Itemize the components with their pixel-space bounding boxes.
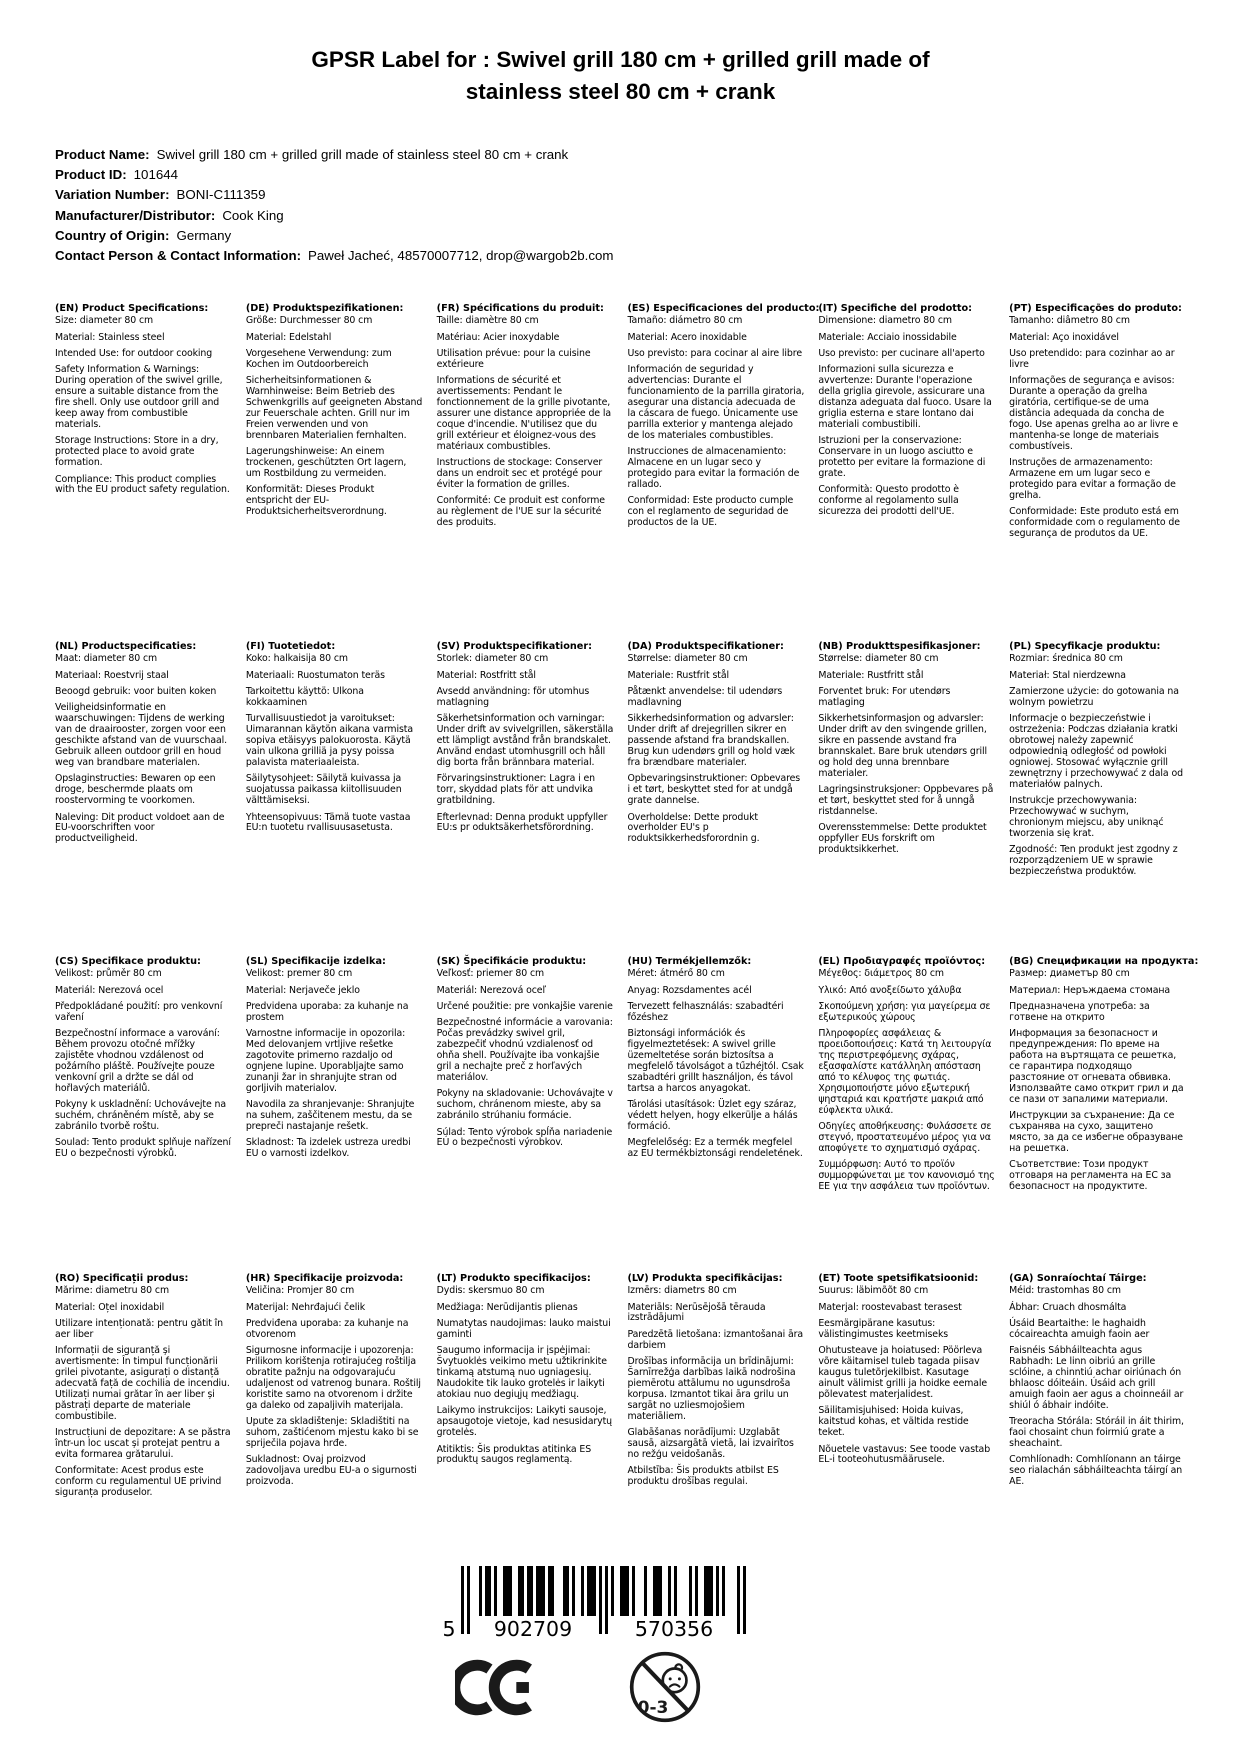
lang-block-sv <box>437 641 614 956</box>
lang-block-sl <box>246 956 423 1273</box>
spec-paragraph: Predviđena uporaba: za kuhanje na otvorenom <box>245 1317 409 1340</box>
lang-block-ro <box>55 1273 232 1505</box>
spec-paragraph: Overholdelse: Dette produkt overholder EU's p roduktsikkerhedsforordnin g. <box>627 811 760 845</box>
spec-paragraph: Glabāšanas norādījumi: Uzglabāt sausā, aizsargātā vietā, lai izvairītos no režģu veidošanās. <box>627 1427 794 1460</box>
spec-header: (PL) Specyfikacje produktu: <box>1009 641 1161 652</box>
lang-block-it <box>818 303 995 641</box>
spec-paragraph: Predvidena uporaba: za kuhanje na prostem <box>245 1000 409 1023</box>
spec-paragraph: Velikost: průměr 80 cm <box>55 968 162 980</box>
spec-body <box>818 654 995 856</box>
lang-block-lt <box>437 1273 614 1505</box>
spec-paragraph: Materiał: Stal nierdzewna <box>1009 669 1126 681</box>
age-warning-0-3-icon <box>628 1650 702 1724</box>
lang-block-da <box>627 641 804 956</box>
spec-paragraph: Conformidade: Este produto está em conformidade com o regulamento de segurança de produtos da UE. <box>1009 506 1180 540</box>
spec-header: (LT) Produkto specifikacijos: <box>436 1273 591 1284</box>
lang-block-pl <box>1009 641 1186 956</box>
spec-paragraph: Veiligheidsinformatie en waarschuwingen: Tijdens de werking van de draairooster, zorgen voor een geschikte afstand van de vuurschaal. Gebruik alleen outdoor grill en houd weg van brandbare materialen. <box>55 702 228 768</box>
lang-block-et <box>818 1273 995 1505</box>
spec-paragraph: Súlad: Tento výrobok spĺňa nariadenie EÚ o bezpečnosti výrobkov. <box>436 1126 613 1149</box>
spec-body <box>55 654 232 845</box>
spec-paragraph: Sigurnosne informacije i upozorenja: Prilikom korištenja rotirajućeg roštilja obratite pažnju na odgovarajuću udaljenost od vatrenog bunara. Roštilj koristite samo na otvorenom i držite ga daleko od zapaljivih materijala. <box>245 1345 421 1411</box>
spec-paragraph: Numatytas naudojimas: lauko maistui gaminti <box>436 1317 611 1340</box>
spec-paragraph: Předpokládané použití: pro venkovní vaření <box>55 1000 223 1023</box>
spec-paragraph: Yhteensopivuus: Tämä tuote vastaa EU:n tuotetu rvallisuusasetusta. <box>245 811 411 834</box>
spec-paragraph: Avsedd användning: för utomhus matlagning <box>436 685 590 708</box>
spec-body <box>1009 654 1186 878</box>
spec-body <box>818 969 995 1193</box>
spec-paragraph: Méret: átmérő 80 cm <box>627 968 725 980</box>
spec-header: (PT) Especificações do produto: <box>1009 303 1182 314</box>
spec-paragraph: Anyag: Rozsdamentes acél <box>627 984 752 996</box>
spec-header: (ES) Especificaciones del producto: <box>627 303 820 314</box>
spec-paragraph: Påtænkt anvendelse: til udendørs madlavning <box>627 685 783 708</box>
spec-paragraph: Materiāls: Nerūsējošā tērauda izstrādājumi <box>627 1301 766 1324</box>
spec-paragraph: Rozmiar: średnica 80 cm <box>1009 653 1123 665</box>
spec-body <box>627 969 804 1160</box>
spec-paragraph: Matériau: Acier inoxydable <box>436 331 560 343</box>
spec-paragraph: Conformità: Questo prodotto è conforme al regolamento sulla sicurezza dei prodotti dell'UE. <box>818 484 959 518</box>
product-info-value: Swivel grill 180 cm + grilled grill made of stainless steel 80 cm + crank <box>156 147 569 162</box>
spec-paragraph: Nõuetele vastavus: See toode vastab EL-i tooteohutusmäärusele. <box>818 1443 991 1466</box>
spec-body <box>55 969 232 1160</box>
spec-body <box>437 969 614 1149</box>
spec-paragraph: Materiál: Nerezová oceľ <box>436 984 546 996</box>
product-info-label: Product Name: <box>55 147 150 162</box>
spec-paragraph: Material: Edelstahl <box>245 331 332 343</box>
spec-body <box>627 1286 804 1488</box>
spec-paragraph: Velikost: premer 80 cm <box>245 968 353 980</box>
spec-paragraph: Forventet bruk: For utendørs matlaging <box>818 685 951 708</box>
spec-paragraph: Určené použitie: pre vonkajšie varenie <box>436 1000 613 1012</box>
spec-paragraph: Uso previsto: para cocinar al aire libre <box>627 347 802 359</box>
spec-paragraph: Size: diameter 80 cm <box>55 315 154 327</box>
spec-paragraph: Ábhar: Cruach dhosmálta <box>1009 1301 1127 1313</box>
product-info-row <box>55 147 1201 163</box>
spec-paragraph: Conformidad: Este producto cumple con el reglamento de seguridad de productos de la UE. <box>627 495 794 529</box>
spec-paragraph: Säilytysohjeet: Säilytä kuivassa ja suojatussa paikassa kiitollisuuden välttämiseksi. <box>245 773 402 807</box>
spec-paragraph: Comhlíonadh: Comhlíonann an táirge seo rialachán sábháilteachta táirgí an AE. <box>1009 1454 1183 1488</box>
spec-header: (IT) Specifiche del prodotto: <box>818 303 973 314</box>
lang-block-lv <box>627 1273 804 1505</box>
spec-paragraph: Medžiaga: Nerūdijantis plienas <box>436 1301 578 1313</box>
language-grid <box>55 303 1199 1505</box>
spec-body <box>437 316 614 529</box>
spec-body <box>818 1286 995 1466</box>
spec-paragraph: Biztonsági információk és figyelmeztetések: A swivel grille üzemeltetése során biztosítsa a megfelelő távolságot a tűzhéjtól. Csak szabadtéri grillt használjon, és távol tartsa a harcos anyagokat. <box>627 1028 804 1094</box>
spec-header: (EL) Προδιαγραφές προϊόντος: <box>818 956 986 967</box>
spec-paragraph: Tárolási utasítások: Üzlet egy száraz, védett helyen, hogy elkerülje a hálás formáció. <box>627 1099 798 1132</box>
spec-paragraph: Taille: diamètre 80 cm <box>436 315 539 327</box>
product-info-row <box>55 248 1201 264</box>
spec-header: (DA) Produktspecifikationer: <box>627 641 784 652</box>
spec-paragraph: Conformitate: Acest produs este conform cu regulamentul UE privind siguranța produselor. <box>55 1465 222 1499</box>
spec-paragraph: Lagerungshinweise: An einem trockenen, geschützten Ort lagern, um Rostbildung zu vermeiden. <box>245 446 407 479</box>
spec-paragraph: Bezpečnostné informácie a varovania: Počas prevádzky swivel gril, zabezpečiť vhodnú vzdialenosť od ohňa shell. Používajte iba vonkajšie gril a nechajte preč z horľavých materiálov. <box>436 1017 613 1083</box>
spec-paragraph: Atitiktis: Šis produktas atitinka ES produktų saugos reglamentą. <box>436 1443 592 1466</box>
certification-marks <box>441 1650 771 1724</box>
spec-paragraph: Dydis: skersmuo 80 cm <box>436 1285 545 1297</box>
spec-paragraph: Información de seguridad y advertencias: Durante el funcionamiento de la parrilla giratoria, asegurar una distancia adecuada de la cáscara de fuego. Únicamente use parrilla exterior y mantenga alejado de los materiales combustibles. <box>627 364 805 441</box>
spec-paragraph: Størrelse: diameter 80 cm <box>627 653 748 665</box>
lang-block-es <box>627 303 820 641</box>
spec-body <box>246 654 423 834</box>
spec-paragraph: Uso pretendido: para cozinhar ao ar livre <box>1009 347 1175 370</box>
spec-paragraph: Informazioni sulla sicurezza e avvertenze: Durante l'operazione della griglia girevole, assicurare una distanza adeguata dal fuoco. Usare la griglia esterna e stare lontano dai materiali combustibili. <box>818 364 992 430</box>
spec-paragraph: Säilitamisjuhised: Hoida kuivas, kaitstud kohas, et vältida restide teket. <box>818 1405 969 1439</box>
spec-paragraph: Opslaginstructies: Bewaren op een droge, beschermde plaats om roostervorming te voorkomen. <box>55 773 216 807</box>
spec-paragraph: Eesmärgipärane kasutus: välistingimustes keetmiseks <box>818 1317 949 1340</box>
spec-paragraph: Instructions de stockage: Conserver dans un endroit sec et protégé pour éviter la formation de grilles. <box>436 457 603 490</box>
spec-paragraph: Informações de segurança e avisos: Durante a operação da grelha giratória, certifique-se de uma distância adequada da concha de fogo. Use apenas grelha ao ar livre e mantenha-se longe de materiais combustíveis. <box>1009 375 1179 452</box>
spec-paragraph: Zamierzone użycie: do gotowania na wolnym powietrzu <box>1009 685 1179 708</box>
spec-paragraph: Beoogd gebruik: voor buiten koken <box>55 685 217 697</box>
spec-paragraph: Material: Acero inoxidable <box>627 331 747 343</box>
spec-header: (FI) Tuotetiedot: <box>245 641 336 652</box>
spec-paragraph: Faisnéis Sábháilteachta agus Rabhadh: Le linn oibriú an grille sclóine, a chinntiú achar oiriúnach ón bhlaosc dóiteáin. Úsáid ach grill amuigh faoin aer agus a choinneáil ar shiúl ó ábhair indóite. <box>1009 1345 1184 1411</box>
spec-header: (ET) Toote spetsifikatsioonid: <box>818 1273 979 1284</box>
product-info-value: 101644 <box>133 167 179 183</box>
barcode-first-digit: 5 <box>442 1617 456 1641</box>
product-info-label: Country of Origin: <box>55 227 170 243</box>
spec-paragraph: Intended Use: for outdoor cooking <box>55 347 213 359</box>
bottom-marks-section <box>441 1566 771 1724</box>
spec-paragraph: Материал: Неръждаема стомана <box>1009 984 1171 996</box>
spec-paragraph: Dimensione: diametro 80 cm <box>818 315 952 327</box>
product-info-value: Paweł Jacheć, 48570007712, drop@wargob2b.com <box>308 248 614 264</box>
spec-paragraph: Vorgesehene Verwendung: zum Kochen im Outdoorbereich <box>245 347 392 370</box>
spec-paragraph: Materiál: Nerezová ocel <box>55 984 164 996</box>
lang-block-sk <box>437 956 614 1273</box>
spec-paragraph: Materijal: Nehrđajući čelik <box>245 1301 366 1313</box>
lang-block-fr <box>437 303 614 641</box>
product-info-value: BONI-C111359 <box>176 187 266 203</box>
spec-paragraph: Material: Stainless steel <box>55 331 165 343</box>
spec-body <box>246 969 423 1160</box>
spec-paragraph: Materiaal: Roestvrij staal <box>55 669 169 681</box>
spec-paragraph: Atbilstība: Šis produkts atbilst ES produktu drošības regulai. <box>627 1465 779 1488</box>
spec-paragraph: Safety Information & Warnings: During operation of the swivel grille, ensure a suitable distance from the fire shell. Only use outdoor grill and keep away from combustible materials. <box>55 364 223 430</box>
spec-paragraph: Informacje o bezpieczeństwie i ostrzeżenia: Podczas działania kratki obrotowej należy zapewnić odpowiednią odległość od powłoki ogniowej. Stosować wyłącznie grill zewnętrzny i przechowywać z dala od materiałów palnych. <box>1009 713 1183 790</box>
lang-block-cs <box>55 956 232 1273</box>
spec-body <box>627 316 804 529</box>
spec-paragraph: Størrelse: diameter 80 cm <box>818 653 939 665</box>
spec-paragraph: Skladnost: Ta izdelek ustreza uredbi EU o varnosti izdelkov. <box>245 1137 411 1160</box>
spec-body <box>1009 1286 1186 1488</box>
spec-header: (HU) Termékjellemzők: <box>627 956 752 967</box>
spec-paragraph: Turvallisuustiedot ja varoitukset: Uimarannan käytön aikana varmista sopiva etäisyys palokuorosta. Käytä vain ulkona grilliä ja pysy poissa palavista materiaaleista. <box>245 713 413 768</box>
spec-paragraph: Utilizare intenționată: pentru gătit în aer liber <box>55 1317 223 1340</box>
lang-block-nl <box>55 641 232 956</box>
spec-paragraph: Navodila za shranjevanje: Shranjujte na suhem, zaščitenem mestu, da se prepreči nastajanje rešetk. <box>245 1099 415 1132</box>
spec-body <box>1009 969 1186 1193</box>
spec-paragraph: Bezpečnostní informace a varování: Během provozu otočné mřížky zajistěte vhodnou vzdálenost od požárního pláště. Používejte pouze venkovní gril a držte se dál od hořlavých materiálů. <box>55 1028 220 1094</box>
spec-paragraph: Paredzētā lietošana: izmantošanai āra darbiem <box>627 1328 804 1351</box>
product-info-value: Germany <box>176 227 232 243</box>
spec-paragraph: Laikymo instrukcijos: Laikyti sausoje, apsaugotoje vietoje, kad nesusidarytų grotelės. <box>436 1405 613 1439</box>
spec-paragraph: Material: Rostfritt stål <box>436 669 536 681</box>
spec-header: (RO) Specificații produs: <box>55 1273 189 1284</box>
spec-paragraph: Uso previsto: per cucinare all'aperto <box>818 347 985 359</box>
spec-header: (EN) Product Specifications: <box>55 303 209 314</box>
spec-paragraph: Säkerhetsinformation och varningar: Under drift av svivelgrillen, säkerställa ett lämpligt avstånd från brandskalet. Använd endast utomhusgrill och håll dig borta från brännbara material. <box>436 713 614 768</box>
product-info-row <box>55 208 1201 224</box>
product-info-row <box>55 187 1201 203</box>
barcode-right-group: 570356 <box>634 1617 714 1641</box>
spec-body <box>437 1286 614 1466</box>
spec-header: (SV) Produktspecifikationer: <box>436 641 593 652</box>
spec-header: (CS) Specifikace produktu: <box>55 956 201 967</box>
spec-paragraph: Συμμόρφωση: Αυτό το προϊόν συμμορφώνεται με τον κανονισμό της ΕΕ για την ασφάλεια των προϊόντων. <box>818 1159 995 1193</box>
ce-mark-icon <box>455 1658 539 1717</box>
spec-paragraph: Efterlevnad: Denna produkt uppfyller EU:s pr oduktsäkerhetsförordning. <box>436 811 608 834</box>
spec-paragraph: Sicherheitsinformationen & Warnhinweise: Beim Betrieb des Schwenkgrills auf geeigneten Abstand zur Feuerschale achten. Grill nur im Freien verwenden und von brennbaren Materialien fernhalten. <box>245 375 423 441</box>
spec-paragraph: Suurus: läbimõõt 80 cm <box>818 1285 929 1297</box>
spec-paragraph: Tamaño: diámetro 80 cm <box>627 315 743 327</box>
spec-paragraph: Overensstemmelse: Dette produktet oppfyller EUs forskrift om produktsikkerhet. <box>818 822 987 856</box>
spec-paragraph: Storlek: diameter 80 cm <box>436 653 549 665</box>
spec-paragraph: Veľkosť: priemer 80 cm <box>436 968 545 980</box>
spec-paragraph: Informații de siguranță și avertismente: În timpul funcționării grilei pivotante, asigurați o distanță adecvată față de cochilia de incendiu. Utilizați numai grătar în aer liber și păstrați departe de materiale combustibile. <box>55 1345 230 1422</box>
spec-paragraph: Предназначена употреба: за готвене на открито <box>1009 1000 1150 1023</box>
spec-paragraph: Opbevaringsinstruktioner: Opbevares i et tørt, beskyttet sted for at undgå grate dannelse. <box>627 773 801 807</box>
spec-paragraph: Σκοπούμενη χρήση: για μαγείρεμα σε εξωτερικούς χώρους <box>818 1000 991 1023</box>
product-info-label: Manufacturer/Distributor: <box>55 207 216 223</box>
lang-block-nb <box>818 641 995 956</box>
spec-paragraph: Saugumo informacija ir įspėjimai: Švytuoklės veikimo metu užtikrinkite tinkamą atstumą nuo ugniagesių. Naudokite tik lauko grotelės ir laikyti atokiau nuo degiųjų medžiagų. <box>436 1345 607 1400</box>
spec-header: (LV) Produkta specifikācijas: <box>627 1273 783 1284</box>
page-title: GPSR Label for : Swivel grill 180 cm + grilled grill made of stainless steel 80 cm + crank <box>311 47 930 104</box>
spec-paragraph: Tarkoitettu käyttö: Ulkona kokkaaminen <box>245 685 364 708</box>
spec-paragraph: Materiaali: Ruostumaton teräs <box>245 669 385 681</box>
spec-header: (SK) Špecifikácie produktu: <box>436 956 587 967</box>
spec-body <box>55 1286 232 1499</box>
spec-paragraph: Инструкции за съхранение: Да се съхранява на сухо, защитено място, за да се избегне образуване на решетка. <box>1009 1110 1183 1154</box>
spec-paragraph: Instrukcje przechowywania: Przechowywać w suchym, chronionym miejscu, aby uniknąć tworzenia się krat. <box>1009 795 1164 839</box>
spec-paragraph: Drošības informācija un brīdinājumi: Šarnīrrežģa darbības laikā nodrošina piemērotu attālumu no ugunsdroša korpusa. Izmantot tikai āra grilu un sargāt no uzliesmojošiem materiāliem. <box>627 1356 796 1422</box>
spec-paragraph: Soulad: Tento produkt splňuje nařízení EU o bezpečnosti výrobků. <box>55 1137 231 1160</box>
ean13-barcode <box>441 1566 759 1642</box>
lang-block-bg <box>1009 956 1199 1273</box>
spec-header: (HR) Specifikacije proizvoda: <box>245 1273 404 1284</box>
product-info-label: Contact Person & Contact Information: <box>55 248 301 264</box>
age-range-label: 0-3 <box>637 1697 669 1718</box>
spec-paragraph: Zgodność: Ten produkt jest zgodny z rozporządzeniem UE w sprawie bezpieczeństwa produktów. <box>1009 844 1178 878</box>
spec-paragraph: Tervezett felhasználás: szabadtéri főzéshez <box>627 1000 784 1023</box>
spec-paragraph: Съответствие: Този продукт отговаря на регламента на ЕС за безопасност на продуктите. <box>1009 1159 1172 1193</box>
spec-paragraph: Размер: диаметър 80 cm <box>1009 968 1130 980</box>
spec-paragraph: Sikkerhetsinformasjon og advarsler: Under drift av den svingende grillen, sikre en passende avstand fra brannskalet. Bare bruk utendørs grill og hold deg unna brennbare materialer. <box>818 713 988 779</box>
spec-paragraph: Materiale: Rustfrit stål <box>627 669 729 681</box>
spec-paragraph: Instruções de armazenamento: Armazene em um lugar seco e protegido para evitar a formação de grelha. <box>1009 457 1176 501</box>
spec-header: (DE) Produktspezifikationen: <box>245 303 404 314</box>
spec-paragraph: Lagringsinstruksjoner: Oppbevares på et tørt, beskyttet sted for å unngå ristdannelse. <box>818 784 994 817</box>
spec-paragraph: Material: Aço inoxidável <box>1009 331 1119 343</box>
spec-body <box>246 1286 423 1488</box>
spec-paragraph: Material: Oțel inoxidabil <box>55 1301 165 1313</box>
spec-body <box>627 654 804 845</box>
spec-body <box>818 316 995 518</box>
spec-paragraph: Tamanho: diâmetro 80 cm <box>1009 315 1130 327</box>
spec-paragraph: Compliance: This product complies with the EU product safety regulation. <box>55 473 230 496</box>
spec-paragraph: Informations de sécurité et avertissements: Pendant le fonctionnement de la grille pivotante, assurer une distance appropriée de la coque d'incendie. N'utilisez que du grill extérieur et éloignez-vous des matériaux combustibles. <box>436 375 612 452</box>
product-info-row <box>55 228 1201 244</box>
spec-paragraph: Méid: trastomhas 80 cm <box>1009 1285 1121 1297</box>
spec-paragraph: Μέγεθος: διάμετρος 80 cm <box>818 968 944 980</box>
lang-block-pt <box>1009 303 1186 641</box>
spec-paragraph: Pokyny k uskladnění: Uchovávejte na suchém, chráněném místě, aby se zabránilo tvorbě roštu. <box>55 1099 227 1132</box>
product-info <box>55 147 1201 268</box>
spec-paragraph: Ohutusteave ja hoiatused: Pöörleva võre käitamisel tuleb tagada piisav kaugus tuletõrjekilbist. Kasutage ainult välimist grilli ja hoidke eemale põlevatest materjalidest. <box>818 1345 988 1400</box>
spec-paragraph: Instrucciones de almacenamiento: Almacene en un lugar seco y protegido para evitar la formación de rallado. <box>627 446 800 490</box>
spec-paragraph: Instrucțiuni de depozitare: A se păstra într-un loc uscat și protejat pentru a evita formarea grătarului. <box>55 1427 231 1460</box>
spec-paragraph: Varnostne informacije in opozorila: Med delovanjem vrtljive rešetke zagotovite primerno razdaljo od ognjene lupine. Uporabljajte samo zunanji žar in shranjujte stran od gorljivih materialov. <box>245 1028 406 1094</box>
lang-block-ga <box>1009 1273 1186 1505</box>
spec-body <box>55 316 232 496</box>
spec-paragraph: Úsáid Beartaithe: le haghaidh cócaireachta amuigh faoin aer <box>1009 1317 1150 1340</box>
spec-paragraph: Utilisation prévue: pour la cuisine extérieure <box>436 347 591 370</box>
spec-paragraph: Πληροφορίες ασφάλειας & προειδοποιήσεις: Κατά τη λειτουργία της περιστρεφόμενης σχάρας, εξασφαλίστε κατάλληλη απόσταση από το κέλυφος της φωτιάς. Χρησιμοποιήστε μόνο εξωτερική ψησταριά και κρατήστε μακριά από εύφλεκτα υλικά. <box>818 1028 992 1116</box>
spec-paragraph: Veličina: Promjer 80 cm <box>245 1285 355 1297</box>
spec-paragraph: Megfelelőség: Ez a termék megfelel az EU termékbiztonsági rendeletének. <box>627 1137 803 1160</box>
product-info-label: Product ID: <box>55 167 127 183</box>
barcode-left-group: 902709 <box>493 1617 573 1641</box>
spec-paragraph: Naleving: Dit product voldoet aan de EU-voorschriften voor productveiligheid. <box>55 811 225 845</box>
lang-block-de <box>246 303 423 641</box>
spec-paragraph: Treoracha Stórála: Stóráil in áit thirim, faoi chosaint chun foirmiú grate a sheachaint. <box>1009 1416 1184 1449</box>
lang-block-hu <box>627 956 804 1273</box>
spec-paragraph: Konformität: Dieses Produkt entspricht der EU-Produktsicherheitsverordnung. <box>245 484 387 518</box>
product-info-row <box>55 167 1201 183</box>
spec-header: (BG) Спецификации на продукта: <box>1009 956 1199 967</box>
spec-paragraph: Mărime: diametru 80 cm <box>55 1285 169 1297</box>
spec-paragraph: Materiale: Rustfritt stål <box>818 669 924 681</box>
spec-header: (GA) Sonraíochtaí Táirge: <box>1009 1273 1147 1284</box>
spec-paragraph: Förvaringsinstruktioner: Lagra i en torr, skyddad plats för att undvika gratbildning. <box>436 773 596 807</box>
spec-paragraph: Maat: diameter 80 cm <box>55 653 158 665</box>
spec-paragraph: Информация за безопасност и предупреждения: По време на работа на въртящата се решетка, се гарантира подходящо разстояние от огневата обвивка. Използвайте само открит грил и да се пази от запалими материали. <box>1009 1028 1184 1105</box>
lang-block-fi <box>246 641 423 956</box>
product-info-label: Variation Number: <box>55 187 170 203</box>
spec-paragraph: Pokyny na skladovanie: Uchovávajte v suchom, chránenom mieste, aby sa zabránilo strúhaniu formácie. <box>436 1088 613 1122</box>
lang-block-el <box>818 956 995 1273</box>
spec-body <box>246 316 423 518</box>
spec-paragraph: Upute za skladištenje: Skladištiti na suhom, zaštićenom mjestu kako bi se spriječila pojava hrđe. <box>245 1416 419 1449</box>
spec-header: (NB) Produkttspesifikasjoner: <box>818 641 981 652</box>
spec-paragraph: Material: Nerjaveče jeklo <box>245 984 360 996</box>
lang-block-en <box>55 303 232 641</box>
lang-block-hr <box>246 1273 423 1505</box>
spec-paragraph: Materiale: Acciaio inossidabile <box>818 331 957 343</box>
spec-paragraph: Οδηγίες αποθήκευσης: Φυλάσσετε σε στεγνό, προστατευμένο μέρος για να αποφύγετε το σχηματισμό σχάρας. <box>818 1121 992 1154</box>
spec-header: (SL) Specifikacije izdelka: <box>245 956 386 967</box>
spec-header: (NL) Productspecificaties: <box>55 641 197 652</box>
spec-paragraph: Conformité: Ce produit est conforme au règlement de l'UE sur la sécurité des produits. <box>436 495 605 529</box>
spec-paragraph: Storage Instructions: Store in a dry, protected place to avoid grate formation. <box>55 435 219 469</box>
spec-paragraph: Sukladnost: Ovaj proizvod zadovoljava uredbu EU-a o sigurnosti proizvoda. <box>245 1454 417 1488</box>
product-info-value: Cook King <box>222 207 284 223</box>
spec-paragraph: Υλικό: Από ανοξείδωτο χάλυβα <box>818 984 962 996</box>
spec-paragraph: Materjal: roostevabast terasest <box>818 1301 962 1313</box>
spec-paragraph: Größe: Durchmesser 80 cm <box>245 315 373 327</box>
spec-paragraph: Istruzioni per la conservazione: Conservare in un luogo asciutto e protetto per evitare la formazione di grate. <box>818 435 986 479</box>
spec-body <box>437 654 614 834</box>
spec-paragraph: Koko: halkaisija 80 cm <box>245 653 348 665</box>
spec-body <box>1009 316 1186 540</box>
spec-paragraph: Izmērs: diametrs 80 cm <box>627 1285 737 1297</box>
spec-header: (FR) Spécifications du produit: <box>436 303 604 314</box>
spec-paragraph: Sikkerhedsinformation og advarsler: Under drift af drejegrillen sikrer en passende afstand fra brandskallen. Brug kun udendørs grill og hold væk fra brændbare materialer. <box>627 713 795 768</box>
